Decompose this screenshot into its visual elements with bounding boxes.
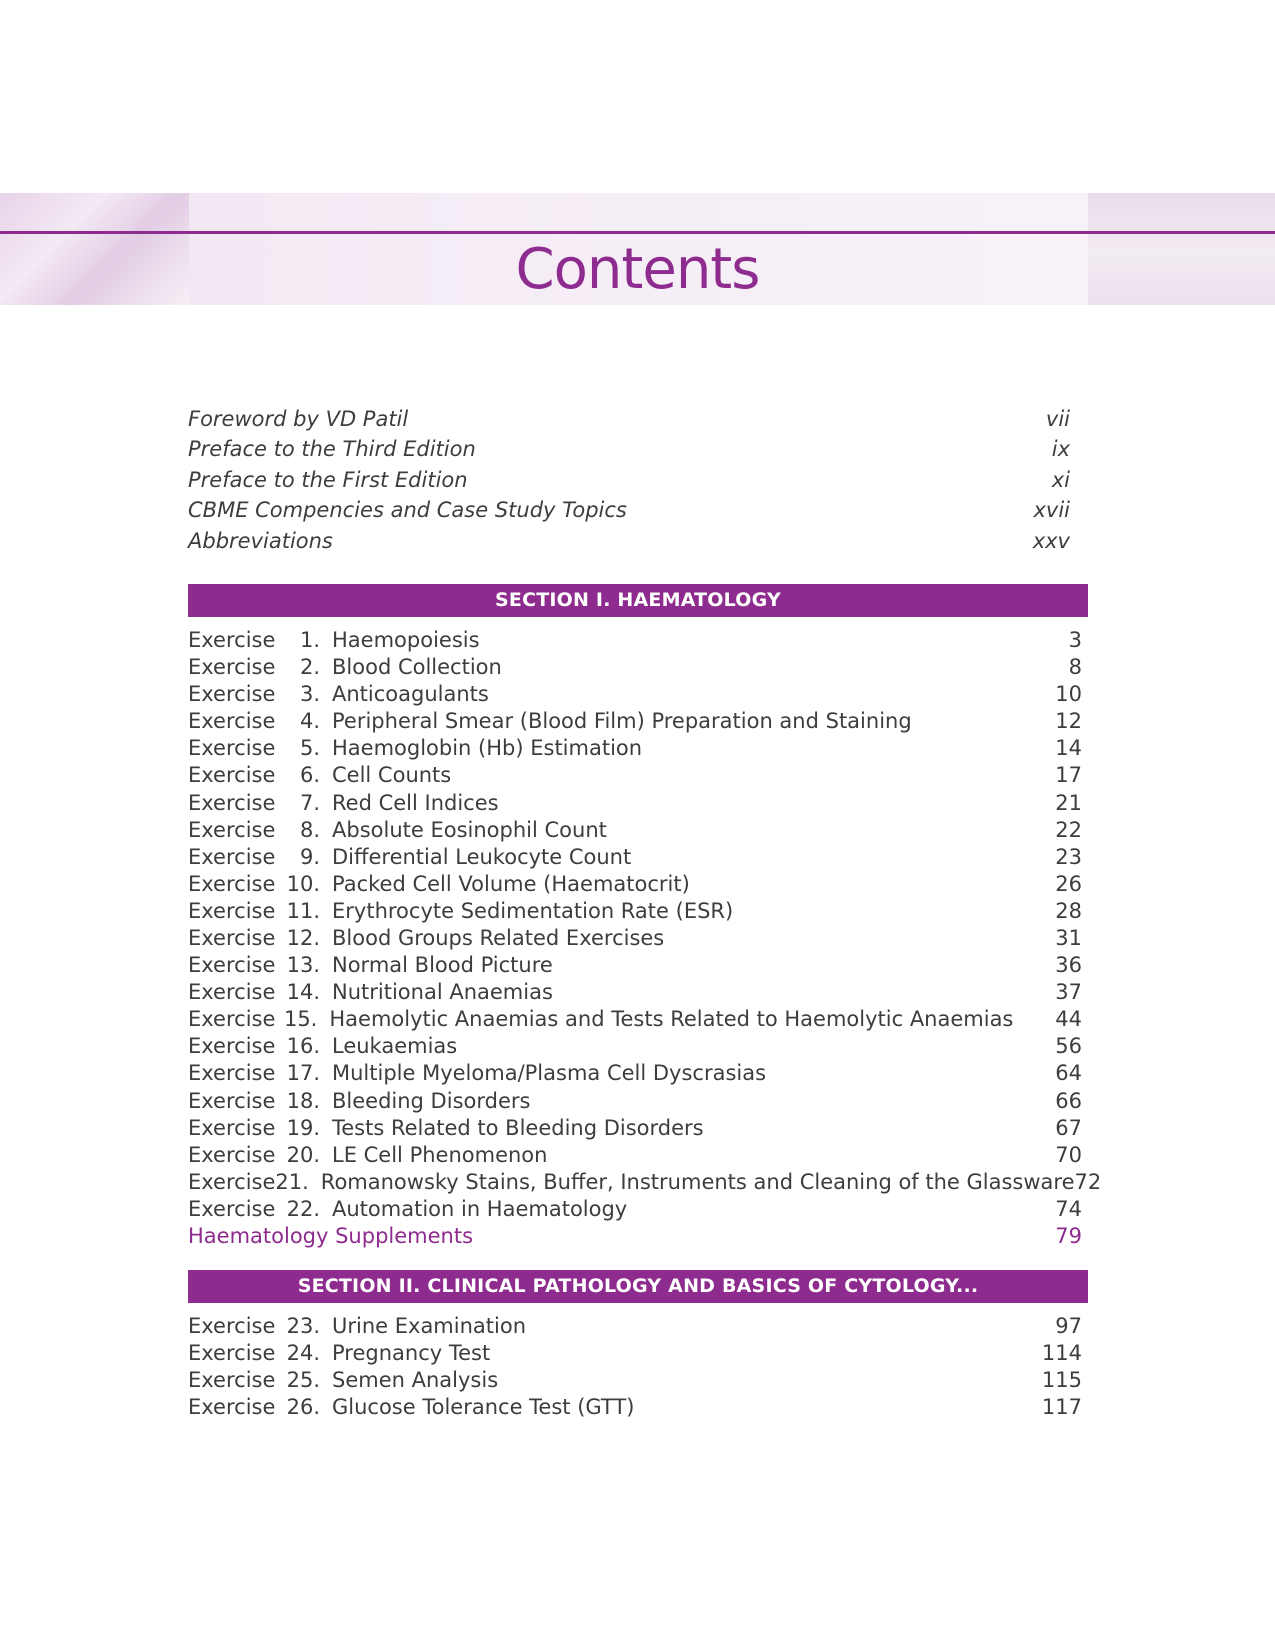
exercise-page: 14: [1055, 736, 1082, 761]
exercise-label: Exercise: [188, 953, 276, 978]
front-matter-page: xi: [1051, 467, 1070, 492]
exercise-page: 12: [1055, 709, 1082, 734]
front-matter-page: ix: [1051, 437, 1070, 462]
exercise-page: 67: [1055, 1115, 1082, 1140]
front-matter-item[interactable]: [188, 434, 1088, 464]
exercise-number: 5.: [299, 736, 320, 761]
exercise-title: Packed Cell Volume (Haematocrit): [332, 871, 690, 896]
front-matter-item[interactable]: [188, 526, 1088, 556]
exercise-row[interactable]: [188, 979, 1088, 1006]
exercise-number: 26.: [286, 1395, 320, 1420]
exercise-number: 14.: [286, 980, 320, 1005]
exercise-title: Automation in Haematology: [332, 1196, 628, 1221]
exercise-number: 22.: [286, 1196, 320, 1221]
supplement-row[interactable]: [188, 1223, 1088, 1250]
exercise-row[interactable]: [188, 1060, 1088, 1087]
exercise-page: 3: [1068, 627, 1082, 652]
front-matter-page: xvii: [1033, 498, 1070, 523]
front-matter-title: Preface to the Third Edition: [188, 437, 476, 462]
exercise-label: Exercise: [188, 736, 276, 761]
exercise-title: Glucose Tolerance Test (GTT): [332, 1395, 635, 1420]
exercise-page: 8: [1068, 655, 1082, 680]
exercise-label: Exercise: [188, 898, 276, 923]
exercise-row[interactable]: [188, 925, 1088, 952]
front-matter-list: [188, 404, 1088, 556]
exercise-page: 74: [1055, 1196, 1082, 1221]
header-rule: [0, 231, 1275, 234]
exercise-number: 19.: [286, 1115, 320, 1140]
exercise-row[interactable]: [188, 708, 1088, 735]
exercise-page: 115: [1041, 1368, 1082, 1393]
exercise-label: Exercise: [188, 1115, 276, 1140]
exercise-number: 8.: [299, 817, 320, 842]
exercise-row[interactable]: [188, 1367, 1088, 1394]
exercise-row[interactable]: [188, 1006, 1088, 1033]
exercise-row[interactable]: [188, 871, 1088, 898]
exercise-label: Exercise: [188, 925, 276, 950]
exercise-page: 72: [1074, 1169, 1102, 1194]
supplement-title: Haematology Supplements: [188, 1224, 474, 1249]
exercise-title: Red Cell Indices: [332, 790, 499, 815]
exercise-page: 26: [1055, 871, 1082, 896]
exercise-page: 70: [1055, 1142, 1082, 1167]
exercise-row[interactable]: [188, 844, 1088, 871]
exercise-row[interactable]: [188, 1169, 1102, 1196]
exercise-title: Peripheral Smear (Blood Film) Preparation and Staining: [332, 709, 912, 734]
exercise-row[interactable]: [188, 1033, 1088, 1060]
exercise-row[interactable]: [188, 1142, 1088, 1169]
exercise-label: Exercise: [188, 871, 276, 896]
exercise-title: Semen Analysis: [332, 1368, 499, 1393]
exercise-number: 15.: [283, 1007, 318, 1032]
exercise-label: Exercise: [188, 709, 276, 734]
exercise-number: 2.: [299, 655, 320, 680]
exercise-page: 56: [1055, 1034, 1082, 1059]
front-matter-page: vii: [1045, 407, 1070, 431]
exercise-number: 20.: [286, 1142, 320, 1167]
exercise-row[interactable]: [188, 735, 1088, 762]
exercise-page: 17: [1055, 763, 1082, 788]
exercise-page: 22: [1055, 817, 1082, 842]
exercise-label: Exercise: [188, 844, 276, 869]
front-matter-item[interactable]: [188, 404, 1088, 434]
exercise-page: 97: [1055, 1314, 1082, 1339]
exercise-label: Exercise: [188, 682, 276, 707]
exercise-label: Exercise: [188, 790, 276, 815]
exercise-number: 23.: [286, 1314, 320, 1339]
exercise-title: Urine Examination: [332, 1314, 527, 1339]
section-1-exercise-list: [188, 627, 1102, 1250]
exercise-title: Absolute Eosinophil Count: [332, 817, 607, 842]
exercise-title: Haemoglobin (Hb) Estimation: [332, 736, 643, 761]
front-matter-item[interactable]: [188, 465, 1088, 495]
exercise-row[interactable]: [188, 654, 1088, 681]
front-matter-title: Abbreviations: [188, 528, 333, 553]
exercise-page: 37: [1055, 980, 1082, 1005]
exercise-number: 10.: [286, 871, 320, 896]
exercise-title: Haemopoiesis: [332, 627, 480, 652]
exercise-title: Haemolytic Anaemias and Tests Related to Haemolytic Anaemias: [329, 1007, 1014, 1032]
exercise-label: Exercise: [188, 627, 276, 652]
exercise-row[interactable]: [188, 1313, 1088, 1340]
exercise-label: Exercise: [188, 817, 276, 842]
exercise-label: Exercise: [188, 1169, 276, 1194]
exercise-label: Exercise: [188, 1142, 276, 1167]
exercise-page: 31: [1055, 925, 1082, 950]
exercise-number: 11.: [286, 898, 320, 923]
exercise-row[interactable]: [188, 627, 1088, 654]
exercise-row[interactable]: [188, 1196, 1088, 1223]
exercise-page: 44: [1055, 1007, 1082, 1032]
exercise-title: Cell Counts: [332, 763, 452, 788]
exercise-number: 1.: [299, 627, 320, 652]
exercise-label: Exercise: [188, 1007, 276, 1032]
exercise-label: Exercise: [188, 763, 276, 788]
exercise-title: Multiple Myeloma/Plasma Cell Dyscrasias: [332, 1061, 767, 1086]
exercise-number: 24.: [286, 1341, 320, 1366]
exercise-row[interactable]: [188, 1088, 1088, 1115]
exercise-number: 17.: [286, 1061, 320, 1086]
section-heading: SECTION II. CLINICAL PATHOLOGY AND BASICS OF CYTOLOGY...: [188, 1270, 1088, 1303]
exercise-title: Nutritional Anaemias: [332, 980, 553, 1005]
exercise-page: 36: [1055, 953, 1082, 978]
page-title: Contents: [515, 237, 760, 302]
exercise-number: 18.: [286, 1088, 320, 1113]
exercise-page: 21: [1055, 790, 1082, 815]
exercise-page: 117: [1041, 1395, 1082, 1420]
exercise-label: Exercise: [188, 1196, 276, 1221]
exercise-label: Exercise: [188, 1034, 276, 1059]
exercise-row[interactable]: [188, 898, 1088, 925]
exercise-number: 9.: [299, 844, 320, 869]
exercise-row[interactable]: [188, 817, 1088, 844]
exercise-label: Exercise: [188, 1088, 276, 1113]
exercise-label: Exercise: [188, 980, 276, 1005]
exercise-row[interactable]: [188, 790, 1088, 817]
exercise-title: Blood Groups Related Exercises: [332, 925, 665, 950]
exercise-label: Exercise: [188, 655, 276, 680]
front-matter-item[interactable]: [188, 495, 1088, 525]
exercise-title: LE Cell Phenomenon: [332, 1142, 548, 1167]
exercise-title: Leukaemias: [332, 1034, 458, 1059]
exercise-number: 16.: [286, 1034, 320, 1059]
exercise-title: Differential Leukocyte Count: [332, 844, 632, 869]
exercise-title: Pregnancy Test: [332, 1341, 491, 1366]
exercise-row[interactable]: [188, 1340, 1088, 1367]
exercise-number: 6.: [299, 763, 320, 788]
exercise-label: Exercise: [188, 1395, 276, 1420]
front-matter-title: CBME Compencies and Case Study Topics: [188, 498, 627, 523]
exercise-label: Exercise: [188, 1314, 276, 1339]
table-of-contents: [188, 404, 1102, 1421]
exercise-title: Erythrocyte Sedimentation Rate (ESR): [332, 898, 734, 923]
exercise-row[interactable]: [188, 1115, 1088, 1142]
exercise-row[interactable]: [188, 681, 1088, 708]
exercise-title: Romanowsky Stains, Buffer, Instruments and Cleaning of the Glassware: [320, 1169, 1075, 1194]
exercise-number: 3.: [299, 682, 320, 707]
exercise-label: Exercise: [188, 1368, 276, 1393]
exercise-title: Blood Collection: [332, 655, 502, 680]
exercise-number: 13.: [286, 953, 320, 978]
section-heading: SECTION I. HAEMATOLOGY: [188, 584, 1088, 617]
exercise-row[interactable]: [188, 762, 1088, 789]
exercise-page: 64: [1055, 1061, 1082, 1086]
exercise-number: 7.: [299, 790, 320, 815]
exercise-page: 10: [1055, 682, 1082, 707]
section-2-exercise-list: [188, 1313, 1088, 1421]
exercise-number: 4.: [299, 709, 320, 734]
exercise-number: 21.: [275, 1169, 309, 1194]
exercise-number: 25.: [286, 1368, 320, 1393]
exercise-label: Exercise: [188, 1341, 276, 1366]
exercise-row[interactable]: [188, 952, 1088, 979]
supplement-page: 79: [1055, 1224, 1082, 1249]
exercise-page: 28: [1055, 898, 1082, 923]
exercise-title: Anticoagulants: [332, 682, 489, 707]
exercise-title: Bleeding Disorders: [332, 1088, 531, 1113]
exercise-page: 23: [1055, 844, 1082, 869]
exercise-page: 66: [1055, 1088, 1082, 1113]
exercise-title: Normal Blood Picture: [332, 953, 553, 978]
front-matter-page: xxv: [1032, 528, 1070, 553]
exercise-row[interactable]: [188, 1394, 1088, 1421]
exercise-number: 12.: [286, 925, 320, 950]
front-matter-title: Preface to the First Edition: [188, 467, 468, 492]
exercise-page: 114: [1041, 1341, 1082, 1366]
exercise-title: Tests Related to Bleeding Disorders: [332, 1115, 704, 1140]
exercise-label: Exercise: [188, 1061, 276, 1086]
front-matter-title: Foreword by VD Patil: [188, 407, 409, 431]
